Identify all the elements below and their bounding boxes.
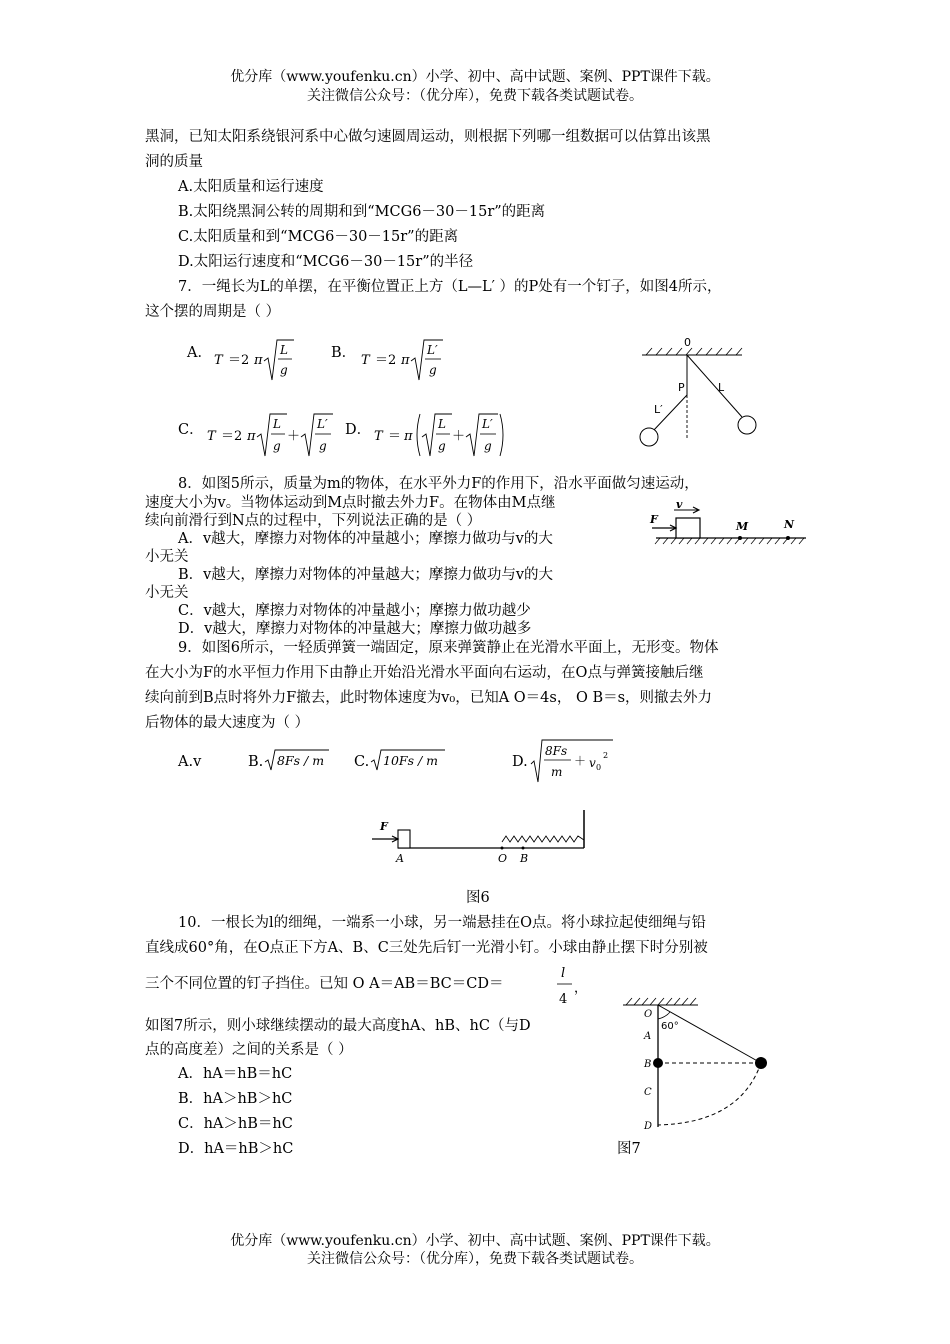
q7-formula-d	[374, 410, 514, 462]
q9-option-d-label: D.	[512, 754, 528, 770]
q7-figure-label-l: L	[718, 381, 725, 394]
q6-line-2: 洞的质量	[145, 154, 203, 170]
q9-line-2: 在大小为F的水平恒力作用下由静止开始沿光滑水平面向右运动，在O点与弹簧接触后继	[145, 665, 704, 681]
q7-option-d-label: D．	[345, 422, 372, 438]
svg-text:＝: ＝	[388, 429, 402, 444]
q7-formula-c	[207, 410, 347, 462]
svg-text:＋: ＋	[574, 754, 587, 768]
header-line-1: 优分库（www.youfenku.cn）小学、初中、高中试题、案例、PPT课件下载。	[230, 69, 720, 85]
q9-option-c-label: C.	[354, 754, 370, 770]
q7-formula-b	[361, 336, 451, 386]
q8-option-a-1: A．v越大，摩擦力对物体的冲量越小；摩擦力做功与v的大	[178, 531, 553, 547]
svg-text:m: m	[551, 765, 563, 779]
q10-line-5: 点的高度差）之间的关系是（ ）	[145, 1042, 353, 1058]
q9-figure-caption: 图6	[466, 890, 490, 906]
q7-figure-label-lp: L′	[654, 403, 663, 416]
q7-option-c-label: C．	[178, 422, 204, 438]
svg-text:＝2: ＝2	[228, 353, 250, 368]
q6-line-1: 黑洞，已知太阳系绕银河系中心做匀速圆周运动，则根据下列哪一组数据可以估算出该黑	[145, 129, 711, 145]
q7-option-a-label: A．	[187, 345, 212, 361]
svg-text:L′: L′	[427, 343, 438, 357]
q8-figure-label-n: N	[784, 518, 795, 531]
header-line-2: 关注微信公众号：（优分库），免费下载各类试题试卷。	[307, 88, 643, 104]
q9-line-4: 后物体的最大速度为（ ）	[145, 715, 310, 731]
q6-option-d: D.太阳运行速度和“MCG6－30－15r”的半径	[178, 254, 474, 270]
svg-text:T: T	[207, 429, 216, 444]
q6-option-c: C.太阳质量和到“MCG6－30－15r”的距离	[178, 229, 459, 245]
svg-text:π: π	[254, 353, 263, 368]
svg-text:π: π	[401, 353, 410, 368]
q10-line-1: 10．一根长为l的细绳，一端系一小球，另一端悬挂在O点。将小球拉起使细绳与铅	[178, 915, 706, 931]
svg-text:10Fs / m: 10Fs / m	[383, 753, 439, 768]
q10-option-d: D．hA＝hB＞hC	[178, 1141, 294, 1157]
q9-formula-b	[265, 748, 335, 772]
q10-figure-label-c: C	[644, 1087, 652, 1098]
q10-fraction-l-over-4	[556, 962, 588, 1010]
q8-figure-label-m: M	[736, 520, 749, 533]
svg-text:T: T	[361, 353, 370, 368]
svg-text:v: v	[589, 756, 596, 770]
svg-text:g: g	[319, 439, 327, 453]
q8-figure-label-v: v	[676, 498, 683, 511]
svg-text:π: π	[247, 429, 256, 444]
svg-text:π: π	[404, 429, 413, 444]
q10-figure-caption: 图7	[617, 1141, 641, 1157]
svg-text:L′: L′	[317, 417, 328, 431]
svg-text:4: 4	[559, 992, 568, 1007]
q8-line-1: 8．如图5所示，质量为m的物体，在水平外力F的作用下，沿水平面做匀速运动，	[178, 476, 699, 492]
q8-option-b-2: 小无关	[145, 585, 189, 601]
svg-text:＋: ＋	[452, 429, 466, 444]
q10-figure-label-b: B	[644, 1059, 652, 1070]
q10-figure-label-angle: 60°	[661, 1021, 679, 1032]
q7-figure-label-p: P	[678, 381, 685, 394]
svg-text:8Fs / m: 8Fs / m	[277, 753, 325, 768]
q10-option-c: C．hA＞hB＝hC	[178, 1116, 293, 1132]
svg-text:T: T	[214, 353, 223, 368]
q10-figure-label-a: A	[644, 1031, 652, 1042]
q10-option-b: B．hA＞hB＞hC	[178, 1091, 293, 1107]
q10-line-2: 直线成60°角，在O点正下方A、B、C三处先后钉一光滑小钉。小球由静止摆下时分别被	[145, 940, 708, 956]
svg-text:，: ，	[574, 981, 588, 996]
svg-text:2: 2	[603, 751, 609, 760]
q9-line-3: 续向前到B点时将外力F撤去，此时物体速度为v₀，已知A O＝4s， O B＝s，则撤去外力	[145, 690, 713, 706]
q8-figure-label-f: F	[650, 513, 658, 526]
q7-pendulum-figure	[630, 336, 770, 455]
q8-option-b-1: B．v越大，摩擦力对物体的冲量越大；摩擦力做功与v的大	[178, 567, 554, 583]
q8-block-figure	[648, 498, 808, 548]
q9-figure-label-o: O	[498, 852, 508, 865]
q10-line-3: 三个不同位置的钉子挡住。已知 O A＝AB＝BC＝CD＝	[145, 976, 504, 992]
svg-text:L: L	[280, 343, 288, 357]
footer-line-2: 关注微信公众号：（优分库），免费下载各类试题试卷。	[307, 1251, 643, 1267]
q10-figure-label-d: D	[644, 1121, 653, 1132]
svg-text:g: g	[280, 363, 288, 377]
q8-line-2: 速度大小为v。当物体运动到M点时撤去外力F。在物体由M点继	[145, 495, 556, 511]
footer-line-1: 优分库（www.youfenku.cn）小学、初中、高中试题、案例、PPT课件下载。	[230, 1233, 720, 1249]
svg-text:g: g	[484, 439, 492, 453]
q9-spring-figure	[370, 810, 590, 868]
svg-text:＋: ＋	[287, 429, 301, 444]
svg-text:L: L	[438, 417, 446, 431]
q10-pendulum-figure	[620, 995, 780, 1135]
q10-option-a: A．hA＝hB＝hC	[178, 1066, 293, 1082]
q6-option-b: B.太阳绕黑洞公转的周期和到“MCG6－30－15r”的距离	[178, 204, 546, 220]
q10-line-4: 如图7所示，则小球继续摆动的最大高度hA、hB、hC（与D	[145, 1018, 531, 1034]
q6-option-a: A.太阳质量和运行速度	[178, 179, 324, 195]
q8-option-c: C．v越大，摩擦力对物体的冲量越小；摩擦力做功越少	[178, 603, 531, 619]
q7-line-2: 这个摆的周期是（ ）	[145, 304, 281, 320]
q8-option-a-2: 小无关	[145, 549, 189, 565]
svg-text:T: T	[374, 429, 383, 444]
q9-figure-label-a: A	[396, 852, 404, 865]
svg-text:g: g	[438, 439, 446, 453]
svg-text:＝2: ＝2	[221, 429, 243, 444]
svg-text:8Fs: 8Fs	[545, 744, 568, 758]
q9-formula-c	[371, 748, 451, 772]
q8-option-d: D．v越大，摩擦力对物体的冲量越大；摩擦力做功越多	[178, 621, 532, 637]
q7-formula-a	[214, 336, 304, 386]
q9-option-a: A.v	[178, 754, 202, 770]
q9-figure-label-b: B	[520, 852, 529, 865]
svg-text:＝2: ＝2	[375, 353, 397, 368]
svg-text:g: g	[429, 363, 437, 377]
q7-line-1: 7．一绳长为L的单摆，在平衡位置正上方（L—L′ ）的P处有一个钉子，如图4所示，	[178, 279, 722, 295]
svg-text:L: L	[273, 417, 281, 431]
q9-line-1: 9．如图6所示，一轻质弹簧一端固定，原来弹簧静止在光滑水平面上，无形变。物体	[178, 640, 719, 656]
svg-text:l: l	[561, 966, 566, 981]
svg-text:g: g	[273, 439, 281, 453]
q10-figure-label-o: O	[644, 1009, 653, 1020]
q7-figure-label-o: 0	[684, 336, 691, 349]
q9-figure-label-f: F	[380, 820, 388, 833]
q7-option-b-label: B．	[331, 345, 357, 361]
q9-option-b-label: B.	[248, 754, 264, 770]
q8-line-3: 续向前滑行到N点的过程中，下列说法正确的是（ ）	[145, 513, 482, 529]
svg-text:L′: L′	[482, 417, 493, 431]
svg-text:0: 0	[596, 763, 602, 772]
q9-formula-d	[531, 738, 621, 786]
